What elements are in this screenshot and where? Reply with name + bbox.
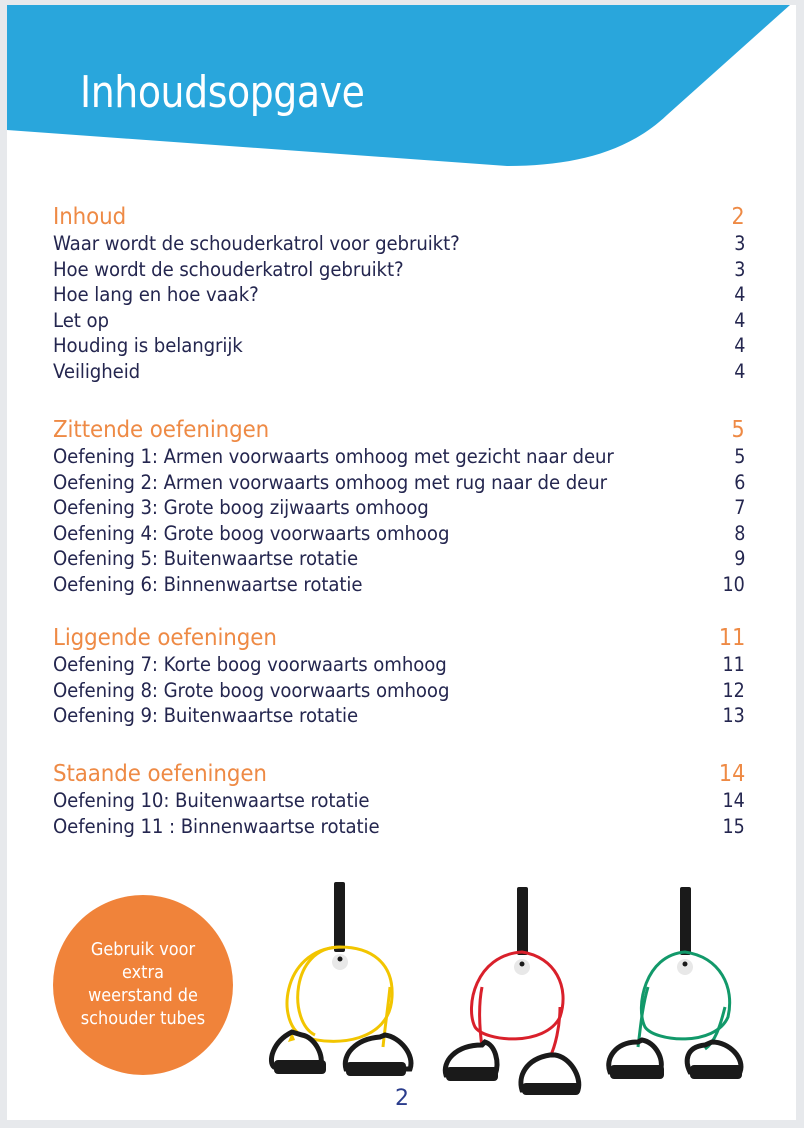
toc-entry-page: 12 (722, 678, 745, 702)
page-number: 2 (395, 1086, 409, 1111)
toc-entry-page: 4 (733, 359, 745, 383)
toc-entry[interactable] (53, 678, 753, 704)
toc-heading-label: Liggende oefeningen (53, 625, 277, 651)
toc-section-heading[interactable] (53, 204, 753, 231)
toc-heading-page: 11 (718, 625, 745, 651)
badge-text (65, 939, 221, 1031)
toc-entry-label: Let op (53, 308, 109, 332)
resistance-tubes-image (260, 877, 760, 1097)
toc-entry-page: 8 (733, 521, 745, 545)
toc-entry-page: 3 (733, 257, 745, 281)
toc-entry-page: 3 (733, 232, 745, 255)
toc-section-heading[interactable] (53, 417, 753, 444)
toc-entry[interactable] (53, 308, 753, 334)
toc-heading-label: Staande oefeningen (53, 761, 267, 787)
toc-section-heading[interactable] (53, 625, 753, 652)
toc-entry[interactable] (53, 231, 753, 257)
info-badge (53, 895, 233, 1075)
toc-section-liggende-oefeningen (53, 625, 753, 729)
toc-entry-label: Oefening 7: Korte boog voorwaarts omhoog (53, 653, 447, 676)
badge-line: weerstand de (88, 986, 198, 1006)
toc-section-zittende-oefeningen (53, 417, 753, 597)
red-tube-icon (445, 887, 580, 1095)
toc-entry-page: 13 (722, 704, 745, 727)
toc-entry[interactable] (53, 282, 753, 308)
toc-entry-label: Oefening 2: Armen voorwaarts omhoog met rug naar de deur (53, 470, 607, 494)
toc-entry-page: 10 (722, 572, 745, 596)
toc-entry-label: Oefening 5: Buitenwaartse rotatie (53, 547, 359, 570)
toc-entry[interactable] (53, 521, 753, 547)
toc-entry-label: Oefening 1: Armen voorwaarts omhoog met gezicht naar deur (53, 445, 614, 468)
toc-entry-label: Hoe wordt de schouderkatrol gebruikt? (53, 257, 404, 281)
toc-entry-label: Oefening 6: Binnenwaartse rotatie (53, 572, 363, 596)
toc-entry-page: 4 (733, 308, 745, 332)
toc-entry[interactable] (53, 652, 753, 678)
badge-line: schouder tubes (80, 1009, 206, 1029)
toc-entry[interactable] (53, 495, 753, 521)
toc-entry-label: Waar wordt de schouderkatrol voor gebruikt? (53, 232, 460, 255)
toc-section-inhoud (53, 204, 753, 384)
toc-entry-page: 6 (733, 470, 745, 494)
badge-line: extra (122, 963, 164, 983)
toc-entry[interactable] (53, 444, 753, 470)
toc-section-staande-oefeningen (53, 761, 753, 839)
toc-heading-page: 14 (718, 761, 745, 787)
toc-entry-label: Oefening 4: Grote boog voorwaarts omhoog (53, 521, 450, 545)
toc-entry-page: 14 (722, 789, 745, 812)
toc-entry-page: 7 (733, 496, 745, 519)
toc-entry[interactable] (53, 572, 753, 598)
toc-entry[interactable] (53, 788, 753, 814)
toc-heading-page: 5 (731, 417, 745, 443)
toc-entry-page: 4 (733, 283, 745, 306)
yellow-tube-icon (271, 882, 411, 1076)
page-title: Inhoudsopgave (80, 67, 365, 118)
toc-entry[interactable] (53, 359, 753, 385)
toc-entry-label: Oefening 8: Grote boog voorwaarts omhoog (53, 678, 450, 702)
toc-entry[interactable] (53, 546, 753, 572)
toc-entry-page: 5 (733, 445, 745, 468)
toc-entry[interactable] (53, 333, 753, 359)
badge-line: Gebruik voor (90, 940, 196, 960)
toc-entry-page: 9 (733, 547, 745, 570)
toc-heading-label: Inhoud (53, 204, 127, 230)
toc-entry-label: Oefening 3: Grote boog zijwaarts omhoog (53, 496, 429, 519)
toc-entry-page: 4 (733, 334, 745, 357)
toc-entry[interactable] (53, 814, 753, 840)
toc-entry-page: 11 (722, 653, 745, 676)
toc-entry-label: Houding is belangrijk (53, 334, 243, 357)
toc-entry-label: Veiligheid (53, 359, 141, 383)
toc-entry-label: Oefening 10: Buitenwaartse rotatie (53, 789, 370, 812)
toc-section-heading[interactable] (53, 761, 753, 788)
toc-entry[interactable] (53, 470, 753, 496)
toc-entry-label: Oefening 9: Buitenwaartse rotatie (53, 704, 359, 727)
toc-entry-label: Hoe lang en hoe vaak? (53, 283, 259, 306)
toc-heading-label: Zittende oefeningen (53, 417, 270, 443)
toc-entry[interactable] (53, 703, 753, 729)
toc-heading-page: 2 (731, 204, 745, 230)
toc-entry-page: 15 (722, 814, 745, 838)
document-page (7, 5, 796, 1120)
toc-entry-label: Oefening 11 : Binnenwaartse rotatie (53, 814, 380, 838)
green-tube-icon (609, 887, 742, 1079)
toc-entry[interactable] (53, 257, 753, 283)
